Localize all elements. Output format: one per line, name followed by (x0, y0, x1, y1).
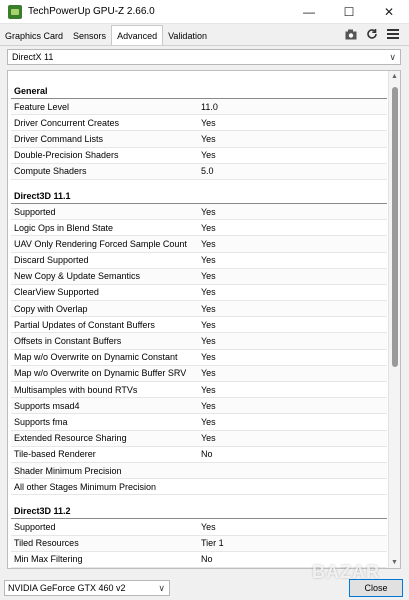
property-value: Yes (201, 117, 216, 128)
camera-icon[interactable] (345, 28, 357, 40)
property-value: Yes (201, 287, 216, 298)
menu-icon[interactable] (387, 28, 399, 40)
property-row (11, 99, 387, 115)
maximize-button[interactable]: ☐ (343, 4, 355, 19)
property-value: Yes (201, 521, 216, 532)
property-value: Yes (201, 133, 216, 144)
property-row (11, 269, 387, 285)
property-row (11, 301, 387, 317)
property-row (11, 131, 387, 147)
property-name: Compute Shaders (14, 166, 87, 177)
property-row (11, 536, 387, 552)
property-row (11, 519, 387, 535)
property-row (11, 431, 387, 447)
property-name: Double-Precision Shaders (14, 150, 119, 161)
property-name: ClearView Supported (14, 287, 99, 298)
scroll-up-icon[interactable]: ▲ (391, 73, 398, 80)
property-name: Multisamples with bound RTVs (14, 384, 138, 395)
gpu-select[interactable] (4, 580, 170, 596)
property-name: Extended Resource Sharing (14, 433, 127, 444)
property-value: No (201, 554, 213, 565)
properties-panel (7, 70, 401, 569)
property-value: Yes (201, 303, 216, 314)
property-row (11, 164, 387, 180)
property-name: Offsets in Constant Buffers (14, 336, 122, 347)
property-row (11, 333, 387, 349)
gpu-select-value: NVIDIA GeForce GTX 460 v2 (8, 583, 126, 593)
property-row (11, 115, 387, 131)
scrollbar-thumb[interactable] (392, 87, 398, 367)
close-button[interactable]: Close (349, 579, 403, 597)
title-bar (0, 0, 409, 24)
property-row (11, 220, 387, 236)
property-row (11, 285, 387, 301)
property-value: Yes (201, 400, 216, 411)
property-row (11, 204, 387, 220)
property-name: Driver Concurrent Creates (14, 117, 120, 128)
minimize-button[interactable]: — (303, 4, 315, 19)
property-row (11, 447, 387, 463)
property-name: Logic Ops in Blend State (14, 222, 114, 233)
property-row (11, 236, 387, 252)
scrollbar[interactable] (388, 71, 400, 568)
property-name: Copy with Overlap (14, 303, 88, 314)
property-row (11, 382, 387, 398)
property-row (11, 148, 387, 164)
property-value: 11.0 (201, 101, 218, 112)
property-row (11, 398, 387, 414)
property-row (11, 366, 387, 382)
tab-graphics-card[interactable]: Graphics Card (5, 31, 64, 41)
property-value: Yes (201, 416, 216, 427)
scroll-down-icon[interactable]: ▼ (391, 559, 398, 566)
property-row (11, 414, 387, 430)
properties-list (11, 75, 387, 568)
property-value: No (201, 449, 213, 460)
property-name: All other Stages Minimum Precision (14, 481, 157, 492)
property-value: Yes (201, 368, 216, 379)
watermark: BAZAR (312, 562, 380, 582)
property-row (11, 479, 387, 495)
property-value: Yes (201, 222, 216, 233)
property-value: Yes (201, 319, 216, 330)
section-header: General (11, 81, 387, 99)
property-name: New Copy & Update Semantics (14, 271, 141, 282)
property-value: Yes (201, 255, 216, 266)
property-value: Yes (201, 238, 216, 249)
property-value: Yes (201, 384, 216, 395)
section-header: Direct3D 11.1 (11, 186, 387, 204)
section-header: Direct3D 11.2 (11, 501, 387, 519)
property-name: Min Max Filtering (14, 554, 83, 565)
property-value: Yes (201, 433, 216, 444)
property-name: UAV Only Rendering Forced Sample Count (14, 238, 187, 249)
property-value: 5.0 (201, 166, 214, 177)
property-name: Supports msad4 (14, 400, 80, 411)
chevron-down-icon: ∨ (158, 583, 165, 593)
property-value: Yes (201, 271, 216, 282)
property-value: Tier 1 (201, 538, 224, 549)
property-name: Discard Supported (14, 255, 89, 266)
property-name: Partial Updates of Constant Buffers (14, 319, 155, 330)
close-window-button[interactable]: ✕ (383, 4, 395, 19)
property-value: Yes (201, 206, 216, 217)
property-value: Yes (201, 150, 216, 161)
api-select-value: DirectX 11 (12, 52, 54, 62)
property-row (11, 463, 387, 479)
property-value: Yes (201, 336, 216, 347)
tab-validation[interactable]: Validation (168, 31, 207, 41)
app-icon (8, 5, 22, 19)
property-name: Map w/o Overwrite on Dynamic Constant (14, 352, 178, 363)
property-row (11, 350, 387, 366)
property-name: Supported (14, 521, 56, 532)
toolbar (345, 28, 399, 40)
property-name: Feature Level (14, 101, 70, 112)
property-name: Supported (14, 206, 56, 217)
property-name: Shader Minimum Precision (14, 465, 122, 476)
property-name: Tiled Resources (14, 538, 79, 549)
chevron-down-icon: ∨ (389, 52, 396, 62)
property-name: Map w/o Overwrite on Dynamic Buffer SRV (14, 368, 187, 379)
refresh-icon[interactable] (366, 28, 378, 40)
property-name: Supports fma (14, 416, 68, 427)
tab-sensors[interactable]: Sensors (73, 31, 107, 41)
tab-advanced[interactable]: Advanced (111, 25, 163, 45)
property-row (11, 253, 387, 269)
api-select[interactable] (7, 49, 401, 65)
window-title: TechPowerUp GPU-Z 2.66.0 (28, 6, 155, 17)
property-name: Driver Command Lists (14, 133, 104, 144)
property-name: Tile-based Renderer (14, 449, 96, 460)
property-row (11, 317, 387, 333)
property-value: Yes (201, 352, 216, 363)
